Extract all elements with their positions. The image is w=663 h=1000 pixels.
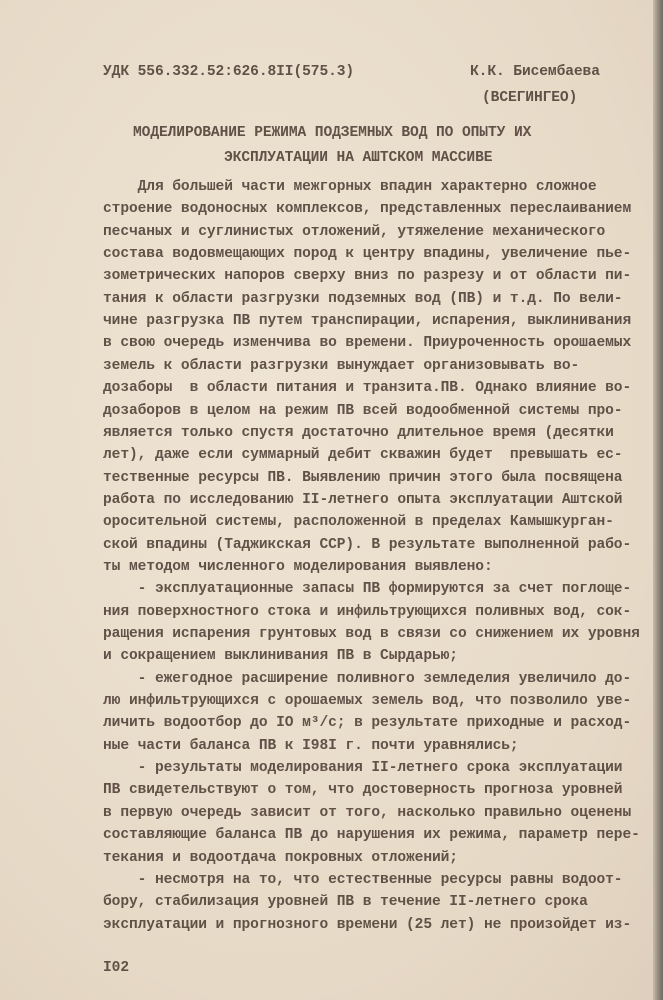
page-number: I02: [103, 960, 129, 976]
body-line: - несмотря на то, что естественные ресурсы равны водоот-: [103, 871, 623, 888]
body-line: - эксплуатационные запасы ПВ формируются за счет поглоще-: [103, 581, 632, 598]
body-line: в свою очередь изменчива во времени. Приуроченность орошаемых: [103, 335, 632, 352]
body-line: состава водовмещающих пород к центру впадины, увеличение пье-: [103, 246, 632, 263]
body-line: оросительной системы, расположенной в пределах Камышкурган-: [103, 514, 614, 531]
body-line: работа по исследованию II-летнего опыта эксплуатации Аштской: [103, 491, 623, 508]
title-line: МОДЕЛИРОВАНИЕ РЕЖИМА ПОДЗЕМНЫХ ВОД ПО ОПЫТУ ИХ: [133, 125, 532, 141]
body-line: - ежегодное расширение поливного земледелия увеличило до-: [103, 670, 632, 687]
body-line: составляющие баланса ПВ до нарушения их режима, параметр пере-: [103, 827, 640, 844]
body-line: эксплуатации и прогнозного времени (25 лет) не произойдет из-: [103, 916, 632, 933]
author-organization: (ВСЕГИНГЕО): [482, 90, 578, 106]
body-line: Для большей части межгорных впадин характерно сложное: [103, 179, 597, 195]
body-line: песчаных и суглинистых отложений, утяжеление механического: [103, 223, 606, 240]
body-line: является только спустя достаточно длительное время (десятки: [103, 424, 614, 441]
body-line: ращения испарения грунтовых вод в связи со снижением их уровня: [103, 626, 640, 642]
body-line: земель к области разгрузки вынуждает организовывать во-: [103, 357, 580, 374]
body-line: текания и водоотдача покровных отложений;: [103, 849, 458, 866]
body-line: лет), даже если суммарный дебит скважин будет превышать ес-: [103, 447, 623, 464]
body-line: лю инфильтрующихся с орошаемых земель вод, что позволило уве-: [103, 693, 632, 710]
body-line: ния поверхностного стока и инфильтрующихся поливных вод, сок-: [103, 603, 632, 620]
body-line: ской впадины (Таджикская ССР). В результате выполненной рабо-: [103, 536, 632, 553]
body-line: тания к области разгрузки подземных вод (ПВ) и т.д. По вели-: [103, 290, 623, 307]
body-line: - результаты моделирования II-летнего срока эксплуатации: [103, 760, 623, 777]
body-line: ты методом численного моделирования выявлено:: [103, 558, 493, 575]
body-line: чине разгрузка ПВ путем транспирации, испарения, выклинивания: [103, 313, 632, 330]
title-line: ЭКСПЛУАТАЦИИ НА АШТСКОМ МАССИВЕ: [224, 150, 493, 166]
body-line: ные части баланса ПВ к I98I г. почти уравнялись;: [103, 737, 519, 754]
udk-code: УДК 556.332.52:626.8II(575.3): [103, 64, 355, 80]
body-line: ПВ свидетельствуют о том, что достоверность прогноза уровней: [103, 782, 623, 799]
body-line: личить водоотбор до IO м³/с; в результате приходные и расход-: [103, 715, 632, 732]
body-line: зометрических напоров сверху вниз по разрезу и от области пи-: [103, 268, 632, 285]
body-line: бору, стабилизация уровней ПВ в течение II-летнего срока: [103, 894, 588, 911]
body-line: строение водоносных комплексов, представленных переслаиванием: [103, 201, 632, 218]
page-binding-edge: [653, 0, 663, 1000]
body-line: и сокращением выклинивания ПВ в Сырдарью;: [103, 648, 458, 665]
body-line: дозаборы в области питания и транзита.ПВ. Однако влияние во-: [103, 380, 632, 397]
body-line: в первую очередь зависит от того, насколько правильно оценены: [103, 804, 632, 821]
author-name: К.К. Бисембаева: [470, 64, 600, 80]
body-line: тественные ресурсы ПВ. Выявлению причин этого была посвящена: [103, 469, 623, 486]
body-line: дозаборов в целом на режим ПВ всей водообменной системы про-: [103, 402, 623, 419]
